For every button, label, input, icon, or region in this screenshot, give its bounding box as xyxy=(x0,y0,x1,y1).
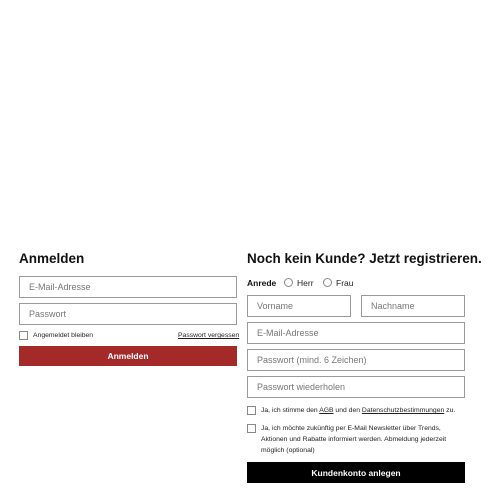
register-title: Noch kein Kunde? Jetzt registrieren. xyxy=(247,251,482,266)
terms-label xyxy=(261,405,466,416)
login-email-input[interactable] xyxy=(19,276,237,298)
register-submit-button[interactable]: Kundenkonto anlegen xyxy=(247,462,465,483)
agb-link[interactable]: AGB xyxy=(319,407,334,414)
firstname-input[interactable] xyxy=(247,295,351,317)
register-password-input[interactable] xyxy=(247,349,465,371)
privacy-link[interactable]: Datenschutzbestimmungen xyxy=(361,407,445,414)
newsletter-checkbox[interactable] xyxy=(247,424,256,433)
terms-prefix: Ja, ich stimme den xyxy=(261,407,320,414)
login-password-input[interactable] xyxy=(19,303,237,325)
salutation-herr-radio[interactable] xyxy=(284,278,293,287)
salutation-frau-radio[interactable] xyxy=(323,278,332,287)
remember-me-checkbox[interactable] xyxy=(19,331,28,340)
salutation-label: Anrede xyxy=(247,278,277,288)
remember-me-label: Angemeldet bleiben xyxy=(33,332,94,339)
newsletter-label: Ja, ich möchte zukünftig per E-Mail Newsletter über Trends, Aktionen und Rabatte informiert werden. Abmeldung jederzeit möglich (optional) xyxy=(261,425,447,454)
terms-middle: und den xyxy=(333,407,362,414)
forgot-password-link[interactable]: Passwort vergessen xyxy=(178,332,240,339)
login-submit-button[interactable]: Anmelden xyxy=(19,346,237,366)
terms-checkbox[interactable] xyxy=(247,406,256,415)
login-title: Anmelden xyxy=(19,251,85,266)
lastname-input[interactable] xyxy=(361,295,465,317)
register-email-input[interactable] xyxy=(247,322,465,344)
register-password-repeat-input[interactable] xyxy=(247,376,465,398)
salutation-herr-label: Herr xyxy=(297,278,314,288)
salutation-frau-label: Frau xyxy=(336,278,354,288)
terms-suffix: zu. xyxy=(444,407,456,414)
